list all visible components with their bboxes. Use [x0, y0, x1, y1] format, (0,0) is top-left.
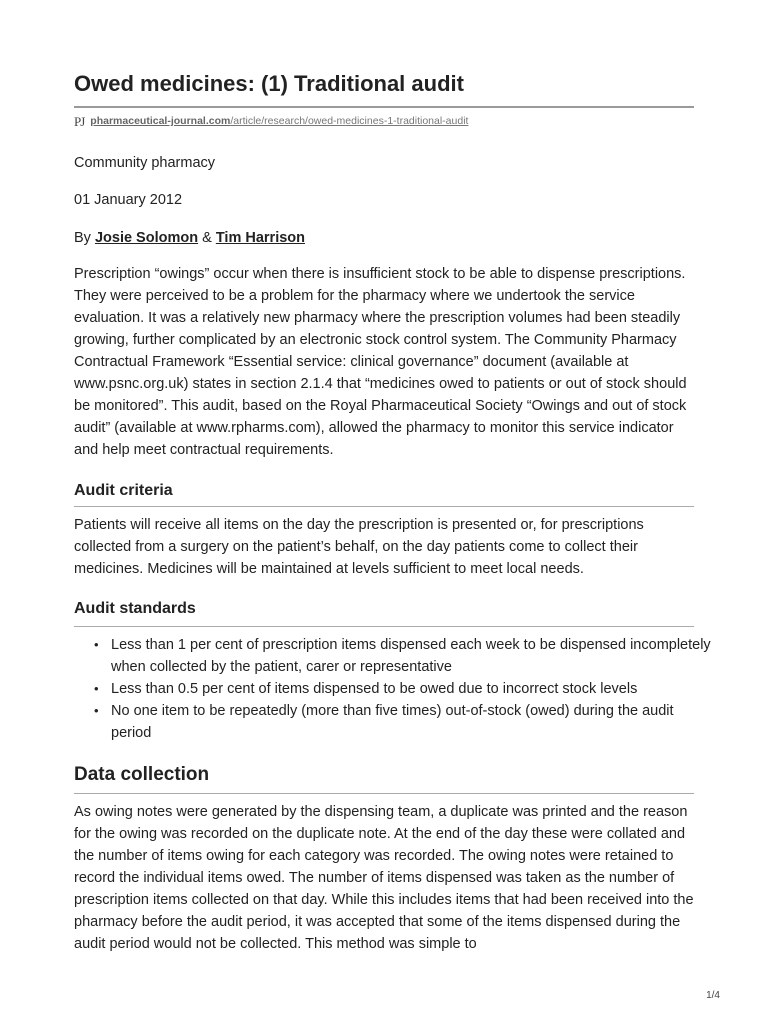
bullet-icon: • [94, 637, 99, 652]
audit-standards-divider [74, 626, 694, 627]
audit-criteria-paragraph: Patients will receive all items on the day the prescription is presented or, for prescriptions collected from a surgery on the patient’s behalf, on the day patients come to collect their medicines. Medicines will be maintained at levels sufficient to meet local needs. [74, 517, 644, 577]
author-link-1[interactable]: Josie Solomon [94, 230, 199, 246]
data-collection-paragraph: As owing notes were generated by the dispensing team, a duplicate was printed and the reason for the owing was recorded on the duplicate note. At the end of the day these were collated and the number of items owing for each category was recorded. The owing notes were retained to record the individual items owed. The number of items dispensed was taken as the number of prescription items collected on that day. While this includes items that had been received into the pharmacy before the audit period, it was accepted that some of the items dispensed during the audit period would not be collected. This method was simple to [74, 804, 694, 952]
source-path-link[interactable]: /article/research/owed-medicines-1-traditional-audit [230, 115, 469, 127]
source-line [74, 112, 468, 130]
audit-criteria-heading: Audit criteria [74, 482, 173, 499]
list-item: • No one item to be repeatedly (more than five times) out-of-stock (owed) during the audit period [111, 700, 711, 744]
title-divider [74, 106, 694, 108]
source-domain-link[interactable]: pharmaceutical-journal.com [90, 115, 231, 127]
intro-paragraph: Prescription “owings” occur when there is insufficient stock to be able to dispense prescriptions. They were perceived to be a problem for the pharmacy where we undertook the service evaluation. It was a relatively new pharmacy where the prescription volumes had been steadily growing, further complicated by an electronic stock control system. The Community Pharmacy Contractual Framework “Essential service: clinical governance” document (available at www.psnc.org.uk) states in section 2.1.4 that “medicines owed to patients or out of stock should be monitored”. This audit, based on the Royal Pharmaceutical Society “Owings and out of stock audit” (available at www.rpharms.com), allowed the pharmacy to monitor this service indicator and help meet contractual requirements. [74, 266, 687, 458]
data-collection-divider [74, 793, 694, 794]
data-collection-heading: Data collection [74, 764, 210, 785]
list-item: • Less than 1 per cent of prescription items dispensed each week to be dispensed incompletely when collected by the patient, carer or representative [111, 634, 711, 678]
article-section: Community pharmacy [74, 155, 216, 171]
bullet-icon: • [94, 703, 99, 718]
article-title: Owed medicines: (1) Traditional audit [74, 71, 464, 96]
bullet-icon: • [94, 681, 99, 696]
pj-logo-icon: PJ [74, 114, 85, 129]
audit-standards-heading: Audit standards [74, 600, 196, 617]
byline-separator: & [202, 230, 212, 246]
byline [74, 228, 305, 248]
audit-standards-list [74, 634, 711, 744]
author-link-2[interactable]: Tim Harrison [215, 230, 306, 246]
audit-criteria-divider [74, 506, 694, 507]
page-number: 1/4 [706, 990, 720, 1001]
list-item: • Less than 0.5 per cent of items dispensed to be owed due to incorrect stock levels [111, 678, 711, 700]
byline-prefix: By [74, 230, 91, 246]
article-date: 01 January 2012 [74, 192, 183, 208]
